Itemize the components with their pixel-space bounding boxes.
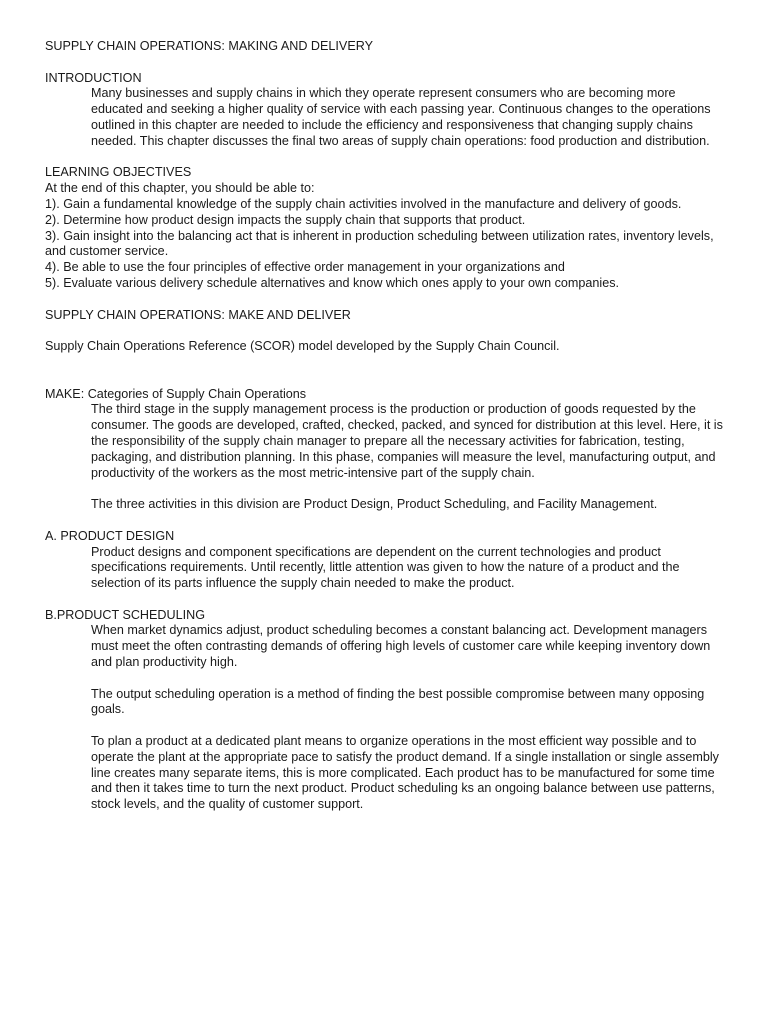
spacer xyxy=(45,671,728,687)
spacer xyxy=(45,292,728,308)
product-scheduling-paragraph: To plan a product at a dedicated plant means to organize operations in the most efficient way possible and to operate the plant at the appropriate pace to satisfy the product demand. If a single installation or single assembly line creates many separate items, this is more complicated. Each product has to be manufactured for some time and then it takes time to turn the next product. Product scheduling ks an ongoing balance between use patterns, stock levels, and the quality of customer support. xyxy=(91,734,719,812)
document-title: SUPPLY CHAIN OPERATIONS: MAKING AND DELIVERY xyxy=(45,39,373,53)
spacer xyxy=(45,55,728,71)
introduction-heading: INTRODUCTION xyxy=(45,70,142,85)
make-and-deliver-heading: SUPPLY CHAIN OPERATIONS: MAKE AND DELIVER xyxy=(45,307,351,322)
product-design-body: Product designs and component specifications are dependent on the current technologies and product specifications requirements. Until recently, little attention was given to how the nature of a product and the selection of its parts influence the supply chain needed to make the product. xyxy=(91,544,680,591)
learning-objective-item: 2). Determine how product design impacts the supply chain that supports that product. xyxy=(45,212,526,227)
scor-model-text: Supply Chain Operations Reference (SCOR) model developed by the Supply Chain Council. xyxy=(45,339,560,354)
spacer xyxy=(45,355,728,387)
product-design-heading: A. PRODUCT DESIGN xyxy=(45,528,175,543)
spacer xyxy=(45,150,728,166)
spacer xyxy=(45,513,728,529)
learning-objectives-heading: LEARNING OBJECTIVES xyxy=(45,165,192,180)
make-categories-paragraph: The three activities in this division are Product Design, Product Scheduling, and Facility Management. xyxy=(91,497,658,512)
learning-objectives-intro: At the end of this chapter, you should be able to: xyxy=(45,181,315,196)
product-scheduling-paragraph: When market dynamics adjust, product scheduling becomes a constant balancing act. Development managers must meet the often contrasting demands of offering high levels of customer care while keeping inventory down and plan productivity high. xyxy=(91,623,711,670)
introduction-body: Many businesses and supply chains in which they operate represent consumers who are becoming more educated and seeking a higher quality of service with each passing year. Continuous changes to the operations outlined in this chapter are needed to include the efficiency and responsiveness that changing supply chains needed. This chapter discusses the final two areas of supply chain operations: food production and distribution. xyxy=(91,86,711,148)
product-scheduling-paragraph: The output scheduling operation is a method of finding the best possible compromise between many opposing goals. xyxy=(91,686,705,717)
spacer xyxy=(45,481,728,497)
learning-objective-item: 3). Gain insight into the balancing act that is inherent in production scheduling between utilization rates, inventory levels, and customer service. xyxy=(45,228,714,259)
learning-objective-item: 4). Be able to use the four principles of effective order management in your organizations and xyxy=(45,260,565,275)
spacer xyxy=(45,592,728,608)
learning-objective-item: 1). Gain a fundamental knowledge of the supply chain activities involved in the manufacture and delivery of goods. xyxy=(45,196,682,211)
learning-objective-item: 5). Evaluate various delivery schedule alternatives and know which ones apply to your own companies. xyxy=(45,275,620,290)
product-scheduling-heading: B.PRODUCT SCHEDULING xyxy=(45,607,206,622)
spacer xyxy=(45,323,728,339)
make-categories-paragraph: The third stage in the supply management process is the production or production of goods requested by the consumer. The goods are developed, crafted, checked, packed, and synced for distribution at this level. Here, it is the responsibility of the supply chain manager to prepare all the necessary activities for fabrication, testing, packaging, and distribution planning. In this phase, companies will measure the level, manufacturing output, and productivity of the workers as the most metric-intensive part of the supply chain. xyxy=(91,402,723,480)
make-categories-heading: MAKE: Categories of Supply Chain Operations xyxy=(45,386,307,401)
spacer xyxy=(45,718,728,734)
